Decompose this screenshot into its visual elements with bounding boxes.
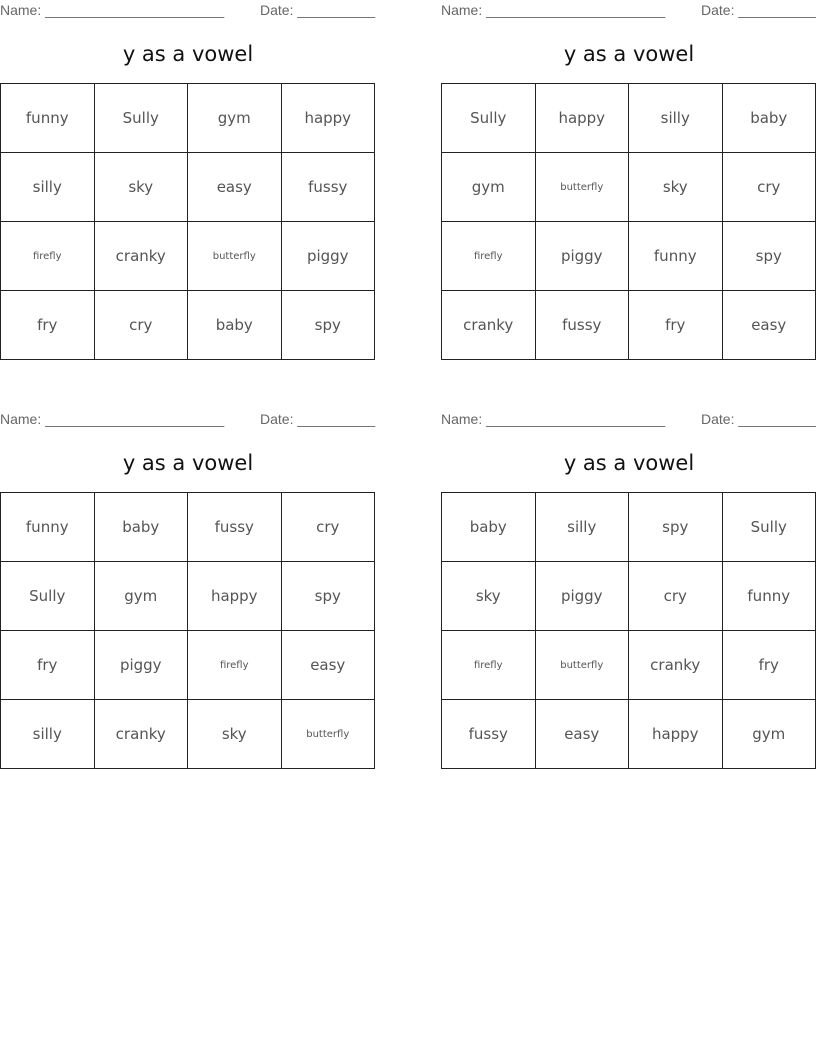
bingo-grid: [441, 83, 816, 360]
grid-cell: fry: [1, 291, 95, 360]
date-label: Date: __________: [701, 411, 816, 427]
grid-cell: sky: [442, 562, 536, 631]
grid-cell: easy: [722, 291, 816, 360]
grid-cell: cry: [281, 493, 375, 562]
grid-cell: spy: [281, 291, 375, 360]
grid-row: [442, 493, 816, 562]
grid-cell: piggy: [535, 222, 629, 291]
grid-cell: happy: [281, 84, 375, 153]
grid-cell: Sully: [1, 562, 95, 631]
grid-cell: piggy: [535, 562, 629, 631]
grid-cell: funny: [629, 222, 723, 291]
grid-cell: piggy: [94, 631, 188, 700]
grid-cell: Sully: [442, 84, 536, 153]
grid-cell: spy: [629, 493, 723, 562]
grid-row: [442, 291, 816, 360]
grid-cell: cranky: [629, 631, 723, 700]
grid-cell: spy: [722, 222, 816, 291]
grid-cell: silly: [535, 493, 629, 562]
date-label: Date: __________: [701, 2, 816, 18]
grid-cell: firefly: [188, 631, 282, 700]
grid-row: [1, 84, 375, 153]
grid-row: [1, 631, 375, 700]
grid-cell: fussy: [535, 291, 629, 360]
name-label: Name: _______________________: [441, 2, 666, 18]
card-title: y as a vowel: [122, 42, 254, 66]
grid-cell: funny: [1, 84, 95, 153]
grid-cell: fry: [722, 631, 816, 700]
grid-cell: fussy: [281, 153, 375, 222]
name-label: Name: _______________________: [0, 2, 225, 18]
grid-cell: cranky: [442, 291, 536, 360]
grid-cell: silly: [1, 153, 95, 222]
grid-cell: fry: [1, 631, 95, 700]
grid-cell: butterfly: [535, 631, 629, 700]
bingo-card-4: [441, 409, 816, 774]
grid-cell: easy: [281, 631, 375, 700]
bingo-grid: [0, 83, 375, 360]
grid-cell: butterfly: [535, 153, 629, 222]
grid-cell: firefly: [442, 222, 536, 291]
card-title: y as a vowel: [563, 42, 695, 66]
grid-row: [1, 700, 375, 769]
grid-cell: silly: [629, 84, 723, 153]
grid-cell: fry: [629, 291, 723, 360]
date-label: Date: __________: [260, 2, 376, 18]
name-date-line: [0, 0, 376, 20]
grid-row: [1, 153, 375, 222]
card-title: y as a vowel: [122, 451, 254, 475]
grid-cell: baby: [94, 493, 188, 562]
grid-cell: gym: [442, 153, 536, 222]
grid-cell: spy: [281, 562, 375, 631]
grid-row: [442, 222, 816, 291]
grid-cell: fussy: [442, 700, 536, 769]
grid-cell: butterfly: [188, 222, 282, 291]
bingo-card-2: [441, 0, 816, 365]
name-date-line: [441, 409, 816, 429]
grid-cell: sky: [629, 153, 723, 222]
bingo-card-1: [0, 0, 376, 365]
grid-row: [442, 562, 816, 631]
grid-cell: baby: [188, 291, 282, 360]
grid-cell: Sully: [722, 493, 816, 562]
grid-cell: firefly: [1, 222, 95, 291]
grid-cell: gym: [722, 700, 816, 769]
card-title: y as a vowel: [563, 451, 695, 475]
grid-cell: baby: [442, 493, 536, 562]
grid-cell: gym: [188, 84, 282, 153]
grid-cell: cranky: [94, 700, 188, 769]
grid-cell: easy: [535, 700, 629, 769]
grid-cell: happy: [188, 562, 282, 631]
grid-cell: cry: [722, 153, 816, 222]
grid-row: [1, 493, 375, 562]
grid-cell: Sully: [94, 84, 188, 153]
grid-cell: cry: [94, 291, 188, 360]
grid-row: [442, 631, 816, 700]
date-label: Date: __________: [260, 411, 376, 427]
grid-cell: cranky: [94, 222, 188, 291]
grid-row: [442, 700, 816, 769]
name-date-line: [0, 409, 376, 429]
grid-cell: cry: [629, 562, 723, 631]
bingo-grid: [441, 492, 816, 769]
grid-cell: baby: [722, 84, 816, 153]
grid-cell: piggy: [281, 222, 375, 291]
grid-cell: happy: [535, 84, 629, 153]
grid-cell: silly: [1, 700, 95, 769]
grid-cell: firefly: [442, 631, 536, 700]
grid-cell: happy: [629, 700, 723, 769]
grid-row: [1, 222, 375, 291]
name-label: Name: _______________________: [441, 411, 666, 427]
grid-row: [442, 153, 816, 222]
name-label: Name: _______________________: [0, 411, 225, 427]
bingo-grid: [0, 492, 375, 769]
grid-cell: funny: [1, 493, 95, 562]
grid-cell: fussy: [188, 493, 282, 562]
grid-cell: funny: [722, 562, 816, 631]
grid-row: [442, 84, 816, 153]
grid-row: [1, 291, 375, 360]
grid-cell: sky: [188, 700, 282, 769]
grid-row: [1, 562, 375, 631]
grid-cell: butterfly: [281, 700, 375, 769]
grid-cell: gym: [94, 562, 188, 631]
name-date-line: [441, 0, 816, 20]
grid-cell: easy: [188, 153, 282, 222]
grid-cell: sky: [94, 153, 188, 222]
bingo-card-3: [0, 409, 376, 774]
